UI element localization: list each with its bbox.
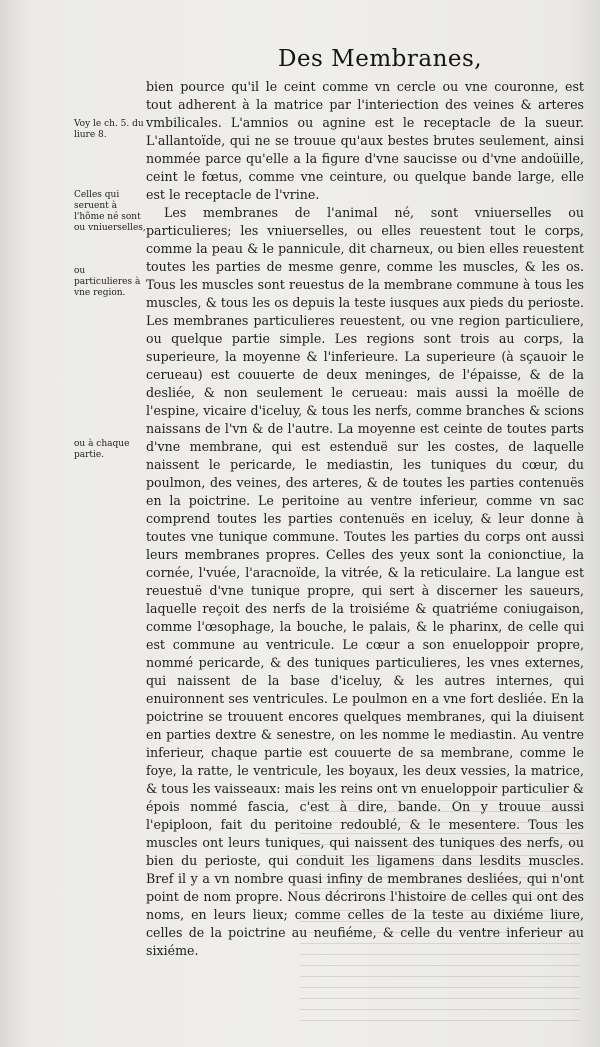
margin-note-region: ou particulieres à vne region. [74, 266, 141, 298]
paragraph-continuation: bien pource qu'il le ceint comme vn cercle ou vne couronne, est tout adherent à la matrice par l'interiection des veines & arteres vmbilicales. L'amnios ou agnine est le receptacle de la sueur. L'allantoïde, qui ne se trouue qu'aux bestes brutes seulement, ainsi nommée parce qu'elle a la figure d'vne saucisse ou d'vne andoüille, ceint le fœtus, comme vne ceinture, ou quelque bande large, elle est le receptacle de l'vrine. [146, 79, 584, 202]
page-header: Des Membranes, [278, 46, 483, 72]
show-through-texture [300, 790, 580, 1030]
margin-note-each-part: ou à chaque partie. [74, 439, 130, 460]
paragraph-membranes: Les membranes de l'animal né, sont vniuerselles ou particulieres; les vniuerselles, ou elles reuestent tout le corps, comme la peau & le pannicule, dit charneux, ou bien elles reuestent toutes les parties de mesme genre, comme les muscles, & les os. Tous les muscles sont reuestus de la membrane commune à tous les muscles, & tous les os depuis la teste iusques aux pieds du perioste. Les membranes particulieres reuestent, ou vne region particuliere, ou quelque partie simple. Les regions sont trois au corps, la superieure, la moyenne & l'inferieure. La superieure (à sçauoir le cerueau) est couuerte de deux meninges, de l'épaisse, & de la desliée, & non seulement le cerueau: mais aussi la moëlle de l'espine, vicaire d'iceluy, & tous les nerfs, comme branches & scions naissans de l'vn & de l'autre. La moyenne est ceinte de toutes parts d'vne membrane, qui est estenduë sur les costes, de laquelle naissent le pericarde, le mediastin, les tuniques du cœur, du poulmon, des veines, des arteres, & de toutes les parties contenuës en la poictrine. Le peritoine au ventre inferieur, comme vn sac comprend toutes les parties contenuës en iceluy, & leur donne à toutes vne tunique commune. Toutes les parties du corps ont aussi leurs membranes propres. Celles des yeux sont la conionctiue, la cornée, l'vuée, l'aracnoïde, la vitrée, & la reticulaire. La langue est reuestuë d'vne tunique propre, qui sert à discerner les saueurs, laquelle reçoit des nerfs de la troisiéme & quatriéme coniugaison, comme l'œsophage, la bouche, le palais, & le pharinx, de celle qui est commune au ventricule. Le cœur a son enueloppoir propre, nommé pericarde, & des tuniques particulieres, les vnes externes, qui naissent de la base d'iceluy, & les autres internes, qui enuironnent ses ventricules. Le poulmon en a vne fort desliée. En la poictrine se trouuent encores quelques membranes, qui la diuisent en parties dextre & senestre, on les nomme le mediastin. Au ventre inferieur, chaque partie est couuerte de sa membrane, comme le foye, la ratte, le ventricule, les boyaux, les deux vessies, la matrice, & tous les vaisseaux: mais les reins ont vn enueloppoir particulier & épois nommé fascia, c'est à dire, bande. On y trouue aussi l'epiploon, fait du peritoine redoublé, & le mesentere. Tous les muscles ont leurs tuniques, qui naissent des tuniques des nerfs, ou bien du perioste, qui conduit les ligamens dans lesdits muscles. Bref il y a vn nombre quasi infiny de membranes desliées, qui n'ont point de nom propre. Nous décrirons l'histoire de celles qui ont des noms, en leurs lieux; comme celles de la teste au dixiéme liure, celles de la poictrine au neufiéme, & celle du ventre inferieur au sixiéme. [146, 205, 584, 958]
margin-note-universal: Celles qui seruent à l'hõme né sont ou vniuerselles, [74, 190, 146, 233]
margin-note-cross-reference: Voy le ch. 5. du liure 8. [74, 119, 144, 140]
